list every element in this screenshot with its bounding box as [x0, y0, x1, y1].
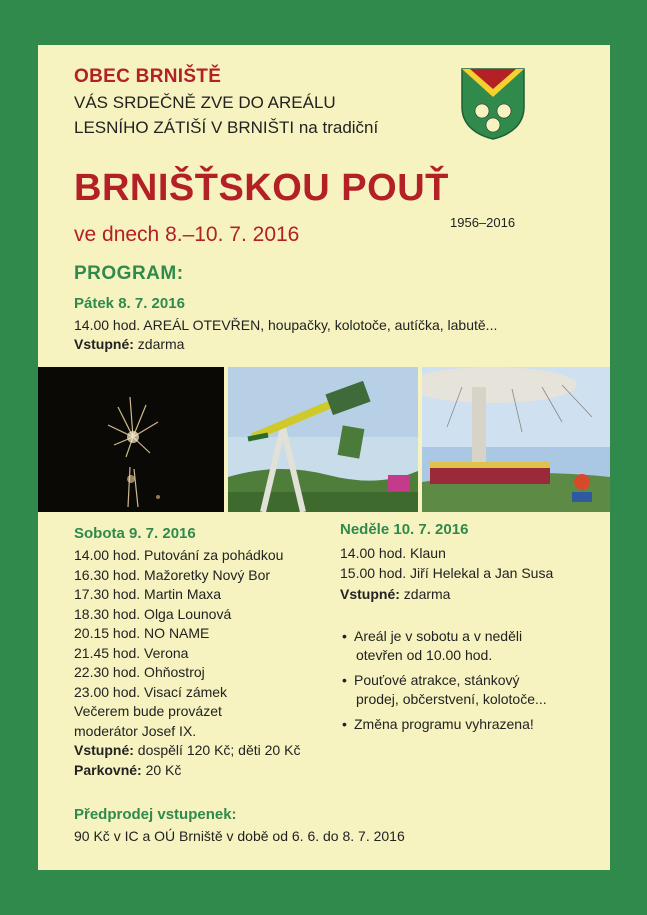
swing-ride-photo [228, 367, 418, 512]
saturday-item: 20.15 hod. NO NAME [74, 625, 210, 641]
saturday-entry-label: Vstupné: [74, 742, 134, 758]
invitation-line-2 [74, 118, 378, 138]
note-line: Areál je v sobotu a v neděli [354, 628, 523, 644]
village-name: OBEC BRNIŠTĚ [74, 66, 222, 87]
friday-entry-label: Vstupné: [74, 336, 134, 352]
saturday-item: 14.00 hod. Putování za pohádkou [74, 547, 284, 563]
sunday-item: 15.00 hod. Jiří Helekal a Jan Susa [340, 565, 554, 581]
anniversary-years: 1956–2016 [450, 215, 516, 230]
presale-text: 90 Kč v IC a OÚ Brniště v době od 6. 6. do 8. 7. 2016 [74, 828, 405, 844]
saturday-item: Večerem bude provázet [74, 703, 222, 719]
saturday-item: 16.30 hod. Mažoretky Nový Bor [74, 566, 271, 583]
saturday-item: 22.30 hod. Ohňostroj [74, 664, 205, 680]
friday-program-line: 14.00 hod. AREÁL OTEVŘEN, houpačky, kolotoče, autíčka, labutě... [74, 317, 498, 333]
invitation-line-1: VÁS SRDEČNĚ ZVE DO AREÁLU [74, 93, 336, 112]
note-line: Změna programu vyhrazena! [354, 716, 534, 732]
saturday-item: moderátor Josef IX. [74, 722, 197, 739]
note-line: prodej, občerstvení, kolotoče... [356, 691, 547, 707]
bullet-icon: • [342, 628, 347, 644]
saturday-parking-value: 20 Kč [145, 761, 182, 778]
saturday-item: 18.30 hod. Olga Lounová [74, 605, 232, 622]
carousel-photo [422, 367, 610, 512]
program-heading: PROGRAM: [74, 263, 184, 284]
saturday-parking-label: Parkovné: [74, 761, 142, 778]
friday-entry [74, 336, 184, 352]
saturday-entry [74, 742, 300, 758]
friday-entry-value: zdarma [137, 336, 185, 352]
event-title: BRNIŠŤSKOU POUŤ [74, 167, 449, 209]
sunday-entry-value: zdarma [403, 586, 451, 602]
bullet-icon: • [342, 672, 347, 688]
coat-of-arms-logo [460, 67, 526, 141]
fireworks-photo [38, 367, 224, 512]
saturday-item: 17.30 hod. Martin Maxa [74, 586, 222, 602]
presale-heading: Předprodej vstupenek: [74, 806, 237, 823]
sunday-heading: Neděle 10. 7. 2016 [340, 521, 469, 538]
photo-strip [38, 367, 610, 512]
note-line: Pouťové atrakce, stánkový [354, 672, 520, 688]
sunday-item: 14.00 hod. Klaun [340, 545, 446, 561]
note-item [342, 671, 547, 709]
saturday-item: 23.00 hod. Visací zámek [74, 683, 228, 700]
invitation-line-2-main: LESNÍHO ZÁTIŠÍ V BRNIŠTI [74, 118, 295, 137]
poster [38, 45, 610, 870]
saturday-heading: Sobota 9. 7. 2016 [74, 525, 196, 542]
note-item [342, 715, 534, 734]
saturday-entry-value: dospělí 120 Kč; děti 20 Kč [137, 742, 301, 758]
note-line: otevřen od 10.00 hod. [356, 647, 493, 663]
sunday-entry-label: Vstupné: [340, 586, 400, 602]
sunday-entry [340, 586, 450, 602]
bullet-icon: • [342, 716, 347, 732]
saturday-item: 21.45 hod. Verona [74, 644, 189, 661]
saturday-parking [74, 762, 181, 778]
note-item [342, 627, 523, 665]
invitation-line-2-tail: na tradiční [298, 118, 379, 137]
event-dates: ve dnech 8.–10. 7. 2016 [74, 223, 300, 246]
friday-heading: Pátek 8. 7. 2016 [74, 295, 185, 312]
